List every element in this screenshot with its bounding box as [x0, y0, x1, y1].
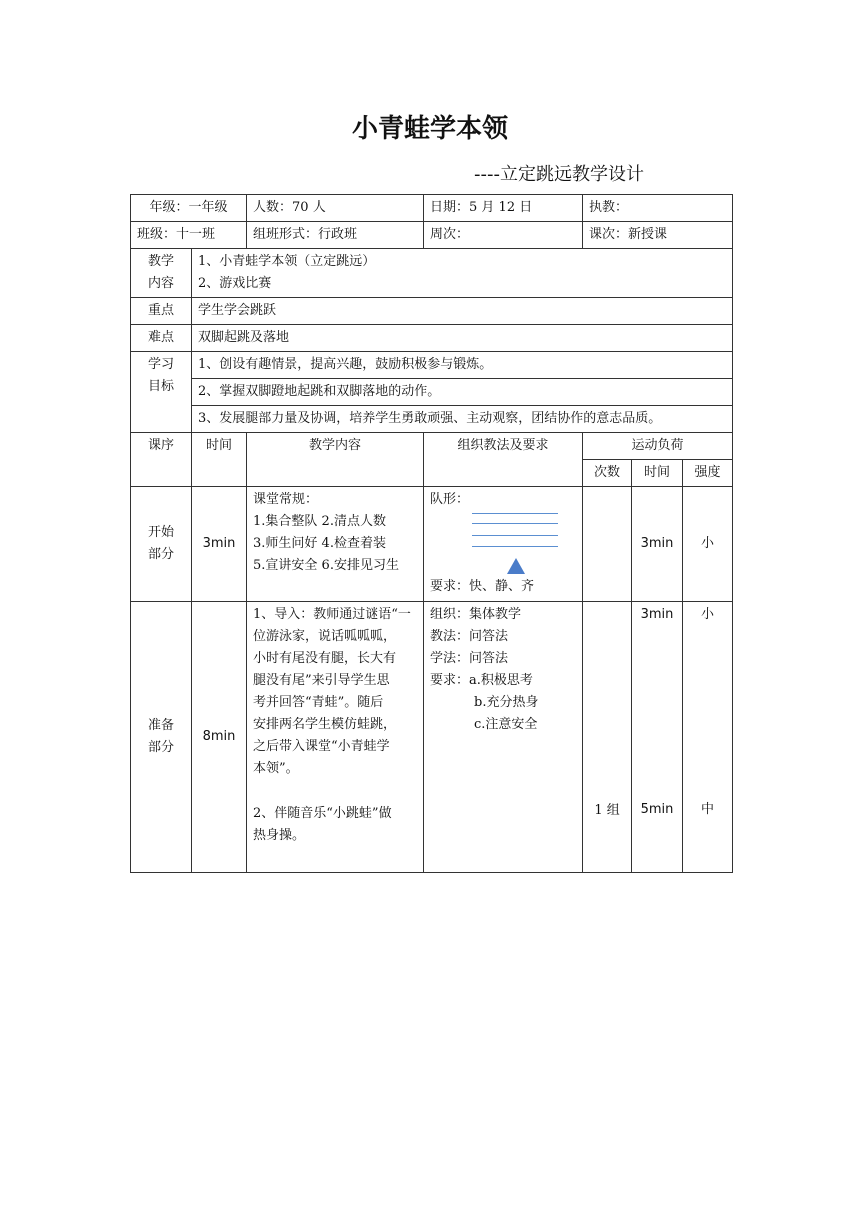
date-cell: 日期：5 月 12 日 — [424, 195, 583, 222]
prep-content-line-6: 安排两名学生模仿蛙跳， — [253, 717, 397, 732]
goal-item-3: 3、发展腿部力量及协调，培养学生勇敢顽强、主动观察，团结协作的意志品质。 — [192, 406, 733, 433]
key-point-row — [131, 298, 733, 325]
info-row-2 — [131, 222, 733, 249]
prep-content-line-5: 考并回答“青蛙”。随后 — [253, 695, 384, 710]
content-label-line-2: 内容 — [147, 276, 174, 291]
header-reps: 次数 — [583, 460, 632, 487]
header-load: 运动负荷 — [583, 433, 733, 460]
difficulty-label: 难点 — [131, 325, 192, 352]
content-label — [131, 249, 192, 298]
lesson-type-cell: 课次：新授课 — [583, 222, 733, 249]
goals-label — [131, 352, 192, 433]
start-content-line-4: 5.宣讲安全 6.安排见习生 — [253, 558, 399, 573]
prep-content — [247, 602, 424, 873]
content-item-1: 1、小青蛙学本领（立定跳远） — [198, 254, 376, 269]
start-section-row — [131, 487, 733, 602]
prep-time: 8min — [192, 602, 247, 873]
start-order-line-1: 开始 — [147, 525, 174, 540]
start-load-time: 3min — [632, 487, 683, 602]
prep-content-line-2: 位游泳家，说话呱呱呱， — [253, 629, 397, 644]
content-item-2: 2、游戏比赛 — [198, 276, 272, 291]
prep-method-line-1: 组织：集体教学 — [430, 607, 522, 622]
prep-load-time-1: 3min — [640, 607, 674, 622]
header-method: 组织教法及要求 — [424, 433, 583, 487]
difficulty-text: 双脚起跳及落地 — [192, 325, 733, 352]
prep-content-spacer — [253, 780, 417, 803]
start-requirement: 要求：快、静、齐 — [430, 579, 535, 594]
teacher-triangle-icon — [507, 558, 525, 574]
format-cell: 组班形式：行政班 — [247, 222, 424, 249]
prep-load-time-spacer — [638, 626, 676, 799]
formation-line-4 — [472, 546, 558, 547]
key-point-label: 重点 — [131, 298, 192, 325]
prep-reps-spacer — [589, 604, 625, 800]
prep-method-line-3: 学法：问答法 — [430, 651, 509, 666]
info-row-1 — [131, 195, 733, 222]
teacher-cell: 执教： — [583, 195, 733, 222]
start-intensity: 小 — [683, 487, 733, 602]
header-order: 课序 — [131, 433, 192, 487]
header-time: 时间 — [192, 433, 247, 487]
formation-line-3 — [472, 535, 558, 536]
start-content-line-2: 1.集合整队 2.清点人数 — [253, 514, 386, 529]
prep-order — [131, 602, 192, 873]
prep-content-line-8: 本领”。 — [253, 761, 299, 776]
prep-method-sub-1: b.充分热身 — [474, 695, 539, 710]
header-content: 教学内容 — [247, 433, 424, 487]
prep-content-line-7: 之后带入课堂“小青蛙学 — [253, 739, 390, 754]
start-content-line-3: 3.师生问好 4.检查着装 — [253, 536, 386, 551]
prep-content-2-line-2: 热身操。 — [253, 828, 306, 843]
page-subtitle: ----立定跳远教学设计 — [474, 164, 644, 185]
prep-content-line-4: 腿没有尾”来引导学生思 — [253, 673, 390, 688]
class-cell: 班级：十一班 — [131, 222, 247, 249]
goals-label-line-1: 学习 — [147, 357, 174, 372]
prep-method — [424, 602, 583, 873]
formation-line-2 — [472, 523, 558, 524]
page-title: 小青蛙学本领 — [351, 114, 508, 144]
count-cell: 人数：70 人 — [247, 195, 424, 222]
goal-item-1: 1、创设有趣情景，提高兴趣，鼓励积极参与锻炼。 — [192, 352, 733, 379]
start-method — [424, 487, 583, 602]
start-time: 3min — [192, 487, 247, 602]
goal-row-1 — [131, 352, 733, 379]
formation-diagram — [430, 489, 576, 599]
header-intensity: 强度 — [683, 460, 733, 487]
prep-section-row — [131, 602, 733, 873]
content-row — [131, 249, 733, 298]
prep-intensity — [683, 602, 733, 873]
prep-order-line-1: 准备 — [147, 718, 174, 733]
prep-intensity-2: 中 — [701, 802, 715, 817]
start-content-line-1: 课堂常规： — [253, 492, 319, 507]
prep-content-line-1: 1、导入：教师通过谜语“一 — [253, 607, 411, 622]
content-text — [192, 249, 733, 298]
grade-cell: 年级：一年级 — [131, 195, 247, 222]
key-point-text: 学生学会跳跃 — [192, 298, 733, 325]
goal-row-3 — [131, 406, 733, 433]
prep-intensity-1: 小 — [701, 607, 715, 622]
prep-reps-2: 1 组 — [594, 803, 620, 818]
prep-intensity-spacer — [689, 626, 726, 799]
lesson-plan-table — [130, 194, 733, 873]
header-row-1 — [131, 433, 733, 460]
goals-label-line-2: 目标 — [147, 379, 174, 394]
content-label-line-1: 教学 — [147, 254, 174, 269]
prep-method-line-4: 要求：a.积极思考 — [430, 673, 533, 688]
goal-row-2 — [131, 379, 733, 406]
prep-method-line-2: 教法：问答法 — [430, 629, 509, 644]
start-order-line-2: 部分 — [147, 547, 174, 562]
prep-reps — [583, 602, 632, 873]
difficulty-row — [131, 325, 733, 352]
formation-line-1 — [472, 513, 558, 514]
prep-load-time-2: 5min — [640, 802, 674, 817]
prep-load-time — [632, 602, 683, 873]
prep-method-sub-2: c.注意安全 — [474, 717, 538, 732]
header-load-time: 时间 — [632, 460, 683, 487]
prep-order-line-2: 部分 — [147, 740, 174, 755]
prep-content-line-3: 小时有尾没有腿，长大有 — [253, 651, 397, 666]
prep-content-2-line-1: 2、伴随音乐“小跳蛙”做 — [253, 806, 392, 821]
start-reps — [583, 487, 632, 602]
week-cell: 周次： — [424, 222, 583, 249]
goal-item-2: 2、掌握双脚蹬地起跳和双脚落地的动作。 — [192, 379, 733, 406]
formation-label: 队形： — [430, 492, 470, 507]
start-order — [131, 487, 192, 602]
start-content — [247, 487, 424, 602]
